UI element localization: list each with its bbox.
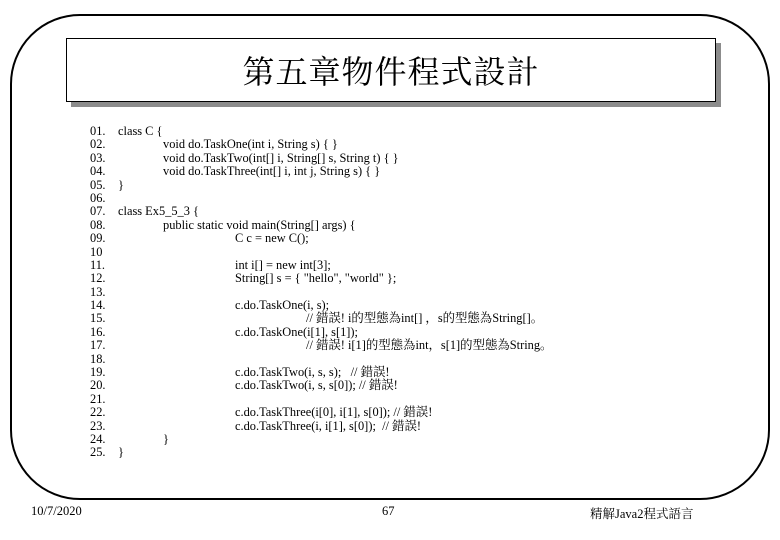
code-listing	[90, 125, 730, 460]
line-number: 19.	[90, 365, 106, 380]
code-line	[90, 179, 730, 192]
line-number: 06.	[90, 190, 106, 205]
code-text: c.do.TaskThree(i, i[1], s[0]); // 錯誤!	[235, 418, 421, 433]
code-line	[90, 125, 730, 138]
code-line	[90, 446, 730, 459]
code-line	[90, 286, 730, 299]
code-comment: // 錯誤! i[1]的型態為int，s[1]的型態為String。	[306, 338, 553, 353]
line-number: 17.	[90, 338, 106, 353]
code-comment: // 錯誤! i的型態為int[] ，s的型態為String[]。	[306, 311, 544, 326]
code-text: void do.TaskThree(int[] i, int j, String s) { }	[163, 164, 381, 179]
code-line	[90, 232, 730, 245]
line-number: 08.	[90, 217, 106, 232]
code-text: class C {	[118, 124, 163, 138]
footer-date: 10/7/2020	[31, 504, 82, 518]
code-line	[90, 219, 730, 232]
code-text: }	[118, 445, 124, 460]
code-line	[90, 406, 730, 419]
line-number: 22.	[90, 405, 106, 420]
code-line	[90, 339, 730, 352]
code-line	[90, 433, 730, 446]
code-line	[90, 165, 730, 178]
code-line	[90, 353, 730, 366]
line-number: 05.	[90, 177, 106, 192]
code-text: class Ex5_5_3 {	[118, 204, 199, 219]
code-line	[90, 366, 730, 379]
code-text: }	[118, 177, 124, 192]
line-number: 09.	[90, 231, 106, 246]
line-number: 14.	[90, 298, 106, 313]
code-line	[90, 246, 730, 259]
code-line	[90, 379, 730, 392]
line-number: 15.	[90, 311, 106, 326]
line-number: 10	[90, 244, 103, 259]
footer-page-number: 67	[382, 504, 395, 518]
code-text: c.do.TaskThree(i[0], i[1], s[0]); // 錯誤!	[235, 405, 433, 420]
code-line	[90, 420, 730, 433]
code-text: void do.TaskOne(int i, String s) { }	[163, 137, 338, 152]
line-number: 16.	[90, 324, 106, 339]
line-number: 01.	[90, 124, 106, 138]
code-text: c.do.TaskOne(i, s);	[235, 298, 330, 313]
code-line	[90, 138, 730, 151]
line-number: 21.	[90, 391, 106, 406]
code-text: c.do.TaskTwo(i, s, s[0]); // 錯誤!	[235, 378, 398, 393]
line-number: 25.	[90, 445, 106, 460]
slide-title: 第五章物件程式設計	[242, 53, 540, 91]
code-text: C c = new C();	[235, 231, 309, 246]
code-text: }	[163, 431, 169, 446]
code-text: c.do.TaskTwo(i, s, s); // 錯誤!	[235, 365, 390, 380]
code-text: void do.TaskTwo(int[] i, String[] s, String t) { }	[163, 150, 399, 165]
line-number: 07.	[90, 204, 106, 219]
code-line	[90, 205, 730, 218]
line-number: 20.	[90, 378, 106, 393]
line-number: 13.	[90, 284, 106, 299]
code-text: c.do.TaskOne(i[1], s[1]);	[235, 324, 358, 339]
line-number: 24.	[90, 431, 106, 446]
code-line	[90, 272, 730, 285]
code-line	[90, 312, 730, 325]
line-number: 02.	[90, 137, 106, 152]
line-number: 03.	[90, 150, 106, 165]
code-text: public static void main(String[] args) {	[163, 217, 356, 232]
line-number: 18.	[90, 351, 106, 366]
line-number: 12.	[90, 271, 106, 286]
code-line	[90, 152, 730, 165]
line-number: 04.	[90, 164, 106, 179]
line-number: 11.	[90, 257, 106, 272]
code-line	[90, 192, 730, 205]
title-box	[66, 38, 716, 102]
code-text: int i[] = new int[3];	[235, 257, 331, 272]
line-number: 23.	[90, 418, 106, 433]
footer-course-title: 精解Java2程式語言	[590, 507, 694, 521]
code-text: String[] s = { "hello", "world" };	[235, 271, 397, 286]
code-line	[90, 259, 730, 272]
